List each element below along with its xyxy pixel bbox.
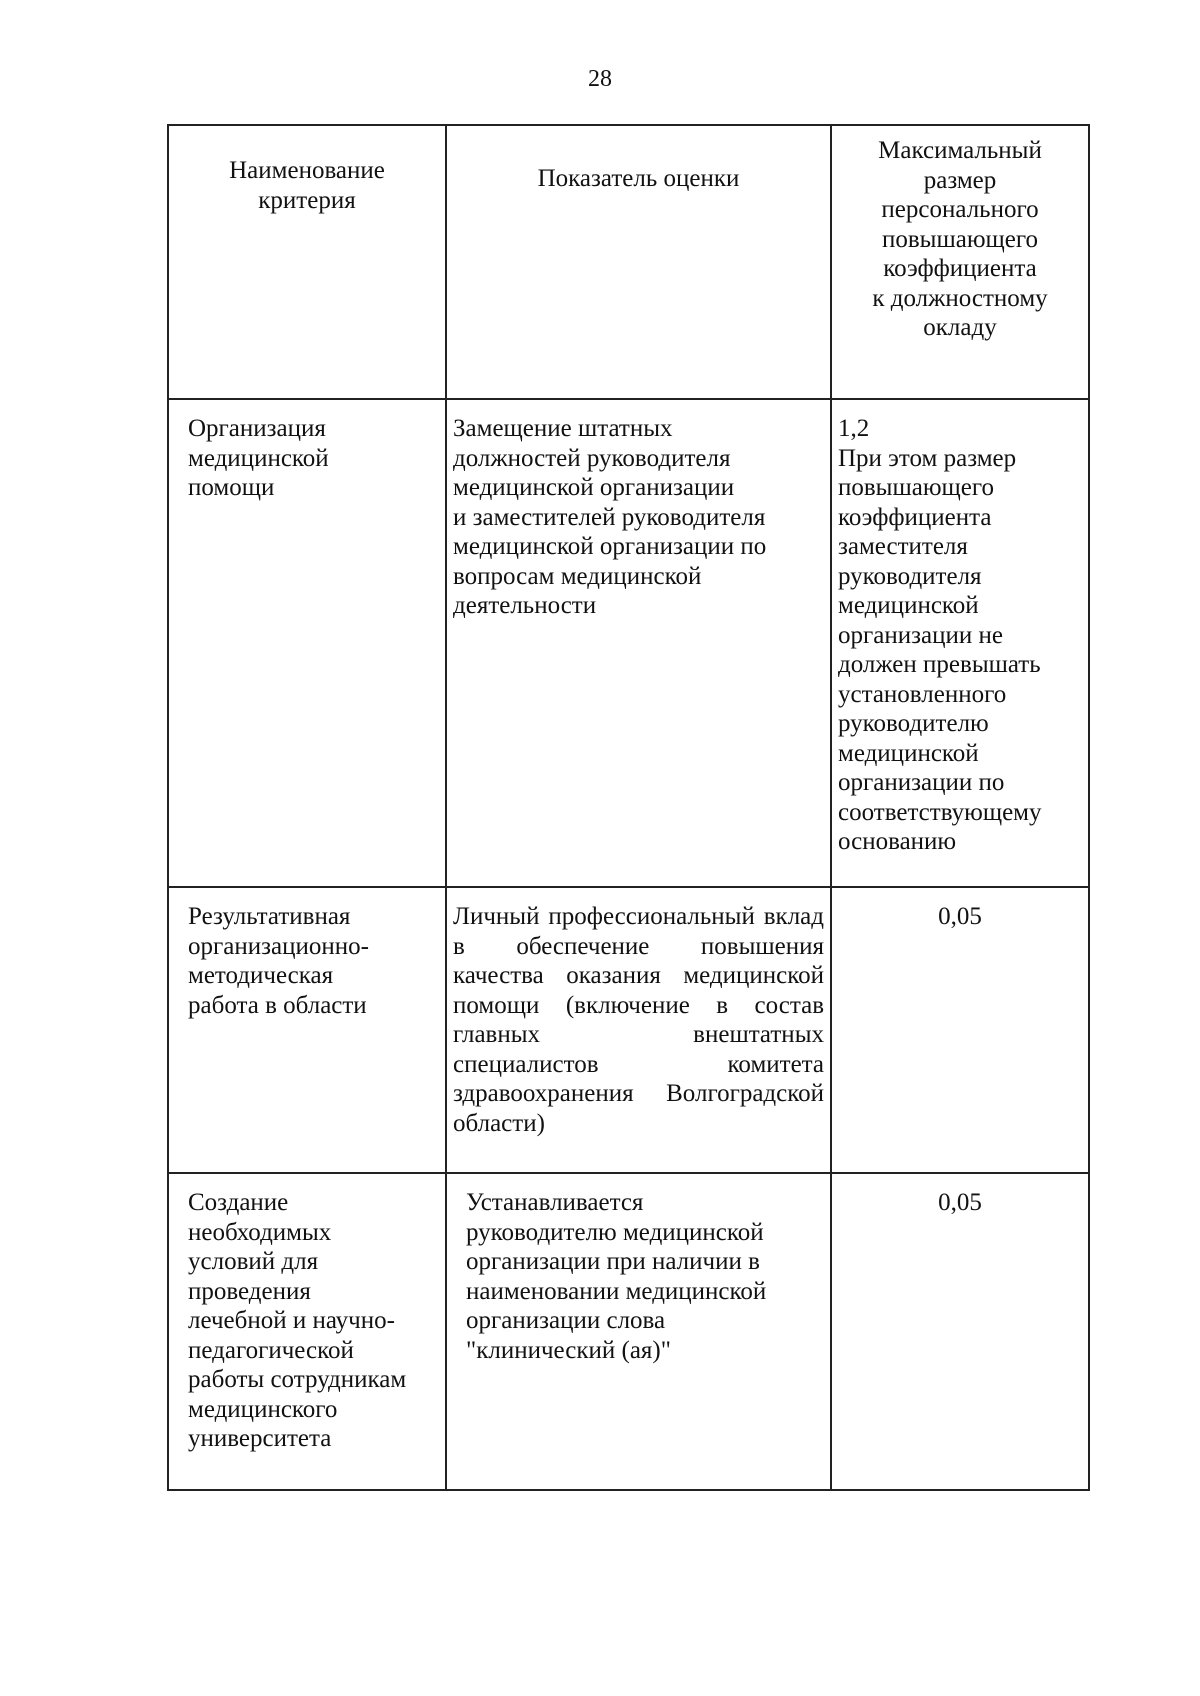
indicator-line: вопросам медицинской [453,562,702,590]
header-max-line: к должностному [872,284,1048,312]
max-coefficient-cell: 0,05 [831,1173,1089,1490]
indicator-line: Устанавливается [466,1189,644,1216]
max-coefficient-line: организации по [838,769,1005,796]
criterion-line: проведения [188,1277,311,1305]
criteria-table-container [167,124,1090,1491]
criterion-line: Результативная [188,903,351,930]
indicator-line: деятельности [453,592,597,619]
page-number: 28 [588,66,612,92]
indicator-line: Замещение штатных [453,415,673,442]
indicator-line: и заместителей руководителя [453,503,766,531]
criterion-line: помощи [188,474,275,501]
max-coefficient-cell [831,399,1089,887]
indicator-line: медицинской организации по [453,533,767,560]
max-coefficient-line: должен превышать [838,651,1041,678]
criterion-line: методическая [188,962,334,989]
criterion-cell [168,399,446,887]
indicator-line: медицинской организации [453,474,735,501]
max-coefficient-line: заместителя [838,533,968,560]
criterion-line: необходимых [188,1218,332,1246]
indicator-cell [446,399,831,887]
table-row [168,887,1089,1173]
indicator-line: "клинический (ая)" [466,1336,671,1364]
criterion-cell [168,1173,446,1490]
criterion-line: работа в области [188,991,367,1019]
max-coefficient-line: установленного [838,680,1007,708]
max-coefficient-line: 1,2 [838,415,870,442]
criterion-cell [168,887,446,1173]
max-coefficient-line: При этом размер [838,444,1017,472]
header-indicator [446,125,831,399]
criterion-line: медицинской [188,444,329,472]
table-row [168,399,1089,887]
max-coefficient-line: коэффициента [838,503,992,531]
criterion-line: Создание [188,1189,289,1216]
indicator-line: должностей руководителя [453,444,731,472]
max-coefficient-line: руководителю [838,710,989,737]
header-criterion-line: критерия [258,186,356,214]
header-criterion-line: Наименование [229,157,385,184]
criterion-line: университета [188,1425,332,1452]
header-max-line: размер [923,166,997,194]
table-row [168,1173,1089,1490]
criterion-line: организационно- [188,932,369,960]
indicator-line: руководителю медицинской [466,1218,764,1246]
header-max-line: коэффициента [883,255,1037,282]
max-coefficient-cell: 0,05 [831,887,1089,1173]
criteria-table [167,124,1090,1491]
indicator-line: организации при наличии в [466,1248,760,1275]
indicator-line: организации слова [466,1307,666,1334]
criterion-line: медицинского [188,1395,338,1423]
header-criterion [168,125,446,399]
indicator-cell [446,1173,831,1490]
max-coefficient-line: медицинской [838,739,979,767]
header-max-line: Максимальный [878,137,1042,164]
header-max-line: повышающего [882,225,1038,253]
header-max-line: персонального [881,196,1039,223]
indicator-cell: Личный профессиональный вклад в обеспечение повышения качества оказания медицинской помощи (включение в состав главных внештатных специалистов комитета здравоохранения Волгоградской области) [446,887,831,1173]
max-coefficient-line: основанию [838,828,957,855]
header-indicator-text: Показатель оценки [537,165,740,192]
max-coefficient-line: повышающего [838,474,994,501]
criterion-line: педагогической [188,1336,354,1364]
max-coefficient-line: соответствующему [838,798,1042,826]
criterion-line: Организация [188,415,326,442]
criterion-line: работы сотрудникам [188,1366,407,1393]
header-max-line: окладу [923,314,997,341]
indicator-line: наименовании медицинской [466,1277,767,1305]
max-coefficient-line: медицинской [838,592,979,619]
table-header-row [168,125,1089,399]
header-max-coefficient [831,125,1089,399]
criterion-line: условий для [188,1248,319,1275]
max-coefficient-line: руководителя [838,562,982,590]
max-coefficient-line: организации не [838,621,1003,649]
criterion-line: лечебной и научно- [188,1307,395,1334]
